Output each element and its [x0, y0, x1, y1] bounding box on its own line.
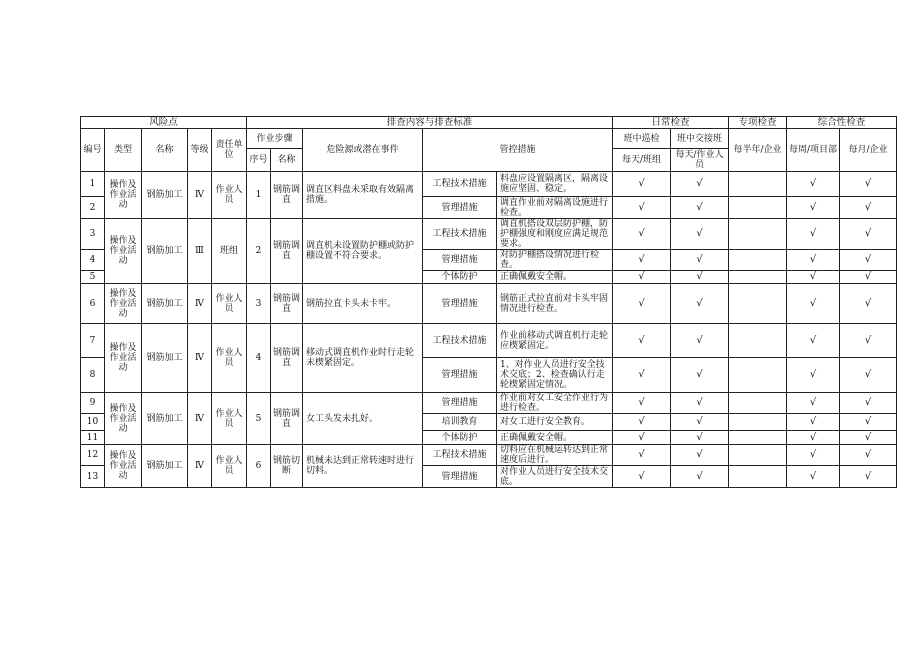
risk-level: Ⅳ [188, 284, 212, 324]
risk-name: 钢筋加工 [142, 393, 188, 445]
row-number: 11 [81, 431, 105, 445]
control-measure: 正确佩戴安全帽。 [497, 431, 613, 445]
check-weekly: √ [787, 445, 840, 466]
risk-type: 操作及作业活动 [105, 284, 142, 324]
check-weekly: √ [787, 431, 840, 445]
table-row [81, 172, 897, 197]
check-half-year [729, 358, 787, 393]
check-monthly: √ [840, 271, 897, 284]
row-number: 2 [81, 197, 105, 219]
table-row [81, 219, 897, 250]
responsible-unit: 作业人员 [212, 284, 247, 324]
header-step-name: 名称 [271, 149, 303, 172]
row-number: 1 [81, 172, 105, 197]
step-name: 钢筋调直 [271, 284, 303, 324]
check-weekly: √ [787, 172, 840, 197]
control-measure: 调直机搭设双层防护棚，防护棚强度和刚度应满足规范要求。 [497, 219, 613, 250]
check-daily-team: √ [613, 445, 671, 466]
row-number: 6 [81, 284, 105, 324]
risk-level: Ⅳ [188, 172, 212, 219]
check-monthly: √ [840, 219, 897, 250]
row-number: 13 [81, 466, 105, 488]
risk-name: 钢筋加工 [142, 324, 188, 393]
header-resp-unit: 责任单位 [212, 129, 247, 172]
step-seq: 4 [247, 324, 271, 393]
step-seq: 6 [247, 445, 271, 488]
check-monthly: √ [840, 414, 897, 431]
responsible-unit: 作业人员 [212, 393, 247, 445]
check-monthly: √ [840, 284, 897, 324]
hazard-description: 机械未达到正常转速时进行切料。 [303, 445, 423, 488]
check-daily-team: √ [613, 414, 671, 431]
step-name: 钢筋调直 [271, 324, 303, 393]
row-number: 4 [81, 250, 105, 271]
check-monthly: √ [840, 324, 897, 358]
header-inspection: 排查内容与排查标准 [247, 117, 613, 129]
row-number: 7 [81, 324, 105, 358]
check-daily-team: √ [613, 393, 671, 414]
header-comprehensive: 综合性检查 [787, 117, 897, 129]
check-half-year [729, 250, 787, 271]
risk-inspection-table [80, 116, 897, 488]
check-monthly: √ [840, 358, 897, 393]
check-half-year [729, 271, 787, 284]
control-measure: 对防护棚搭设情况进行检查。 [497, 250, 613, 271]
header-risk-point: 风险点 [81, 117, 247, 129]
control-measure: 正确佩戴安全帽。 [497, 271, 613, 284]
risk-type: 操作及作业活动 [105, 219, 142, 284]
step-seq: 1 [247, 172, 271, 219]
risk-name: 钢筋加工 [142, 284, 188, 324]
check-daily-person: √ [671, 219, 729, 250]
responsible-unit: 作业人员 [212, 324, 247, 393]
row-number: 5 [81, 271, 105, 284]
check-daily-person: √ [671, 414, 729, 431]
control-measure: 钢筋正式拉直前对卡头牢固情况进行检查。 [497, 284, 613, 324]
hazard-description: 钢筋拉直卡头未卡牢。 [303, 284, 423, 324]
row-number: 8 [81, 358, 105, 393]
check-half-year [729, 219, 787, 250]
check-half-year [729, 431, 787, 445]
control-category: 工程技术措施 [423, 324, 497, 358]
check-daily-person: √ [671, 284, 729, 324]
check-half-year [729, 414, 787, 431]
check-weekly: √ [787, 466, 840, 488]
header-seq: 序号 [247, 149, 271, 172]
check-daily-team: √ [613, 271, 671, 284]
responsible-unit: 班组 [212, 219, 247, 284]
risk-type: 操作及作业活动 [105, 172, 142, 219]
step-name: 钢筋调直 [271, 219, 303, 284]
check-daily-person: √ [671, 172, 729, 197]
risk-name: 钢筋加工 [142, 219, 188, 284]
row-number: 3 [81, 219, 105, 250]
check-daily-team: √ [613, 324, 671, 358]
check-daily-team: √ [613, 197, 671, 219]
header-weekly: 每周/项目部 [787, 129, 840, 172]
check-daily-team: √ [613, 250, 671, 271]
control-category: 管理措施 [423, 466, 497, 488]
check-daily-person: √ [671, 324, 729, 358]
control-measure: 调直作业前对隔离设施进行检查。 [497, 197, 613, 219]
risk-type: 操作及作业活动 [105, 445, 142, 488]
table-row [81, 445, 897, 466]
header-special: 专项检查 [729, 117, 787, 129]
check-monthly: √ [840, 197, 897, 219]
check-weekly: √ [787, 197, 840, 219]
responsible-unit: 作业人员 [212, 172, 247, 219]
header-daily-person: 每天/作业人员 [671, 149, 729, 172]
check-daily-team: √ [613, 466, 671, 488]
check-daily-person: √ [671, 250, 729, 271]
control-category: 工程技术措施 [423, 219, 497, 250]
control-measure: 对女工进行安全教育。 [497, 414, 613, 431]
check-weekly: √ [787, 284, 840, 324]
header-hazard: 危险源或潜在事件 [303, 129, 423, 172]
control-category: 个体防护 [423, 431, 497, 445]
check-monthly: √ [840, 250, 897, 271]
risk-name: 钢筋加工 [142, 445, 188, 488]
header-name: 名称 [142, 129, 188, 172]
risk-name: 钢筋加工 [142, 172, 188, 219]
control-measure: 对作业人员进行安全技术交底。 [497, 466, 613, 488]
table-row [81, 324, 897, 358]
row-number: 12 [81, 445, 105, 466]
check-half-year [729, 197, 787, 219]
check-monthly: √ [840, 445, 897, 466]
check-monthly: √ [840, 466, 897, 488]
check-daily-team: √ [613, 219, 671, 250]
step-name: 钢筋切断 [271, 445, 303, 488]
step-name: 钢筋调直 [271, 172, 303, 219]
check-daily-team: √ [613, 358, 671, 393]
check-weekly: √ [787, 358, 840, 393]
header-daily-team: 每天/班组 [613, 149, 671, 172]
check-daily-person: √ [671, 358, 729, 393]
step-seq: 3 [247, 284, 271, 324]
control-category: 培训教育 [423, 414, 497, 431]
check-daily-person: √ [671, 466, 729, 488]
control-category: 管理措施 [423, 250, 497, 271]
check-half-year [729, 284, 787, 324]
risk-level: Ⅲ [188, 219, 212, 284]
check-daily-team: √ [613, 431, 671, 445]
check-weekly: √ [787, 219, 840, 250]
control-measure: 作业前对女工安全作业行为进行检查。 [497, 393, 613, 414]
header-half-year: 每半年/企业 [729, 129, 787, 172]
hazard-description: 移动式调直机作业时行走轮未楔紧固定。 [303, 324, 423, 393]
check-half-year [729, 466, 787, 488]
check-weekly: √ [787, 414, 840, 431]
check-monthly: √ [840, 393, 897, 414]
row-number: 9 [81, 393, 105, 414]
check-daily-person: √ [671, 197, 729, 219]
control-measure: 切料应在机械运转达到正常速度后进行。 [497, 445, 613, 466]
control-category: 管理措施 [423, 393, 497, 414]
control-measure: 料盘应设置隔离区，隔离设施应坚固、稳定。 [497, 172, 613, 197]
check-daily-person: √ [671, 431, 729, 445]
header-level: 等级 [188, 129, 212, 172]
hazard-description: 女工头发未扎好。 [303, 393, 423, 445]
check-daily-team: √ [613, 172, 671, 197]
table-row [81, 284, 897, 324]
risk-level: Ⅳ [188, 324, 212, 393]
hazard-description: 调直区料盘未采取有效隔离措施。 [303, 172, 423, 219]
row-number: 10 [81, 414, 105, 431]
header-no: 编号 [81, 129, 105, 172]
check-daily-person: √ [671, 271, 729, 284]
step-name: 钢筋调直 [271, 393, 303, 445]
check-monthly: √ [840, 172, 897, 197]
control-category: 个体防护 [423, 271, 497, 284]
check-weekly: √ [787, 324, 840, 358]
header-monthly: 每月/企业 [840, 129, 897, 172]
check-daily-team: √ [613, 284, 671, 324]
check-half-year [729, 445, 787, 466]
check-weekly: √ [787, 250, 840, 271]
risk-type: 操作及作业活动 [105, 324, 142, 393]
header-control: 管控措施 [423, 129, 613, 172]
header-type: 类型 [105, 129, 142, 172]
check-weekly: √ [787, 271, 840, 284]
risk-level: Ⅳ [188, 393, 212, 445]
check-daily-person: √ [671, 393, 729, 414]
header-shift-handover: 班中交接班 [671, 129, 729, 149]
risk-type: 操作及作业活动 [105, 393, 142, 445]
check-weekly: √ [787, 393, 840, 414]
table-row [81, 393, 897, 414]
check-monthly: √ [840, 431, 897, 445]
check-daily-person: √ [671, 445, 729, 466]
control-category: 工程技术措施 [423, 445, 497, 466]
hazard-description: 调直机未设置防护棚或防护棚设置不符合要求。 [303, 219, 423, 284]
control-measure: 作业前移动式调直机行走轮应楔紧固定。 [497, 324, 613, 358]
header-steps: 作业步骤 [247, 129, 303, 149]
step-seq: 2 [247, 219, 271, 284]
header-shift-patrol: 班中巡检 [613, 129, 671, 149]
check-half-year [729, 393, 787, 414]
check-half-year [729, 172, 787, 197]
control-measure: 1、对作业人员进行安全技术交底；2、检查确认行走轮楔紧固定情况。 [497, 358, 613, 393]
control-category: 管理措施 [423, 197, 497, 219]
risk-level: Ⅳ [188, 445, 212, 488]
header-daily: 日常检查 [613, 117, 729, 129]
control-category: 管理措施 [423, 358, 497, 393]
control-category: 管理措施 [423, 284, 497, 324]
step-seq: 5 [247, 393, 271, 445]
check-half-year [729, 324, 787, 358]
risk-inspection-table-container [80, 116, 897, 488]
control-category: 工程技术措施 [423, 172, 497, 197]
responsible-unit: 作业人员 [212, 445, 247, 488]
